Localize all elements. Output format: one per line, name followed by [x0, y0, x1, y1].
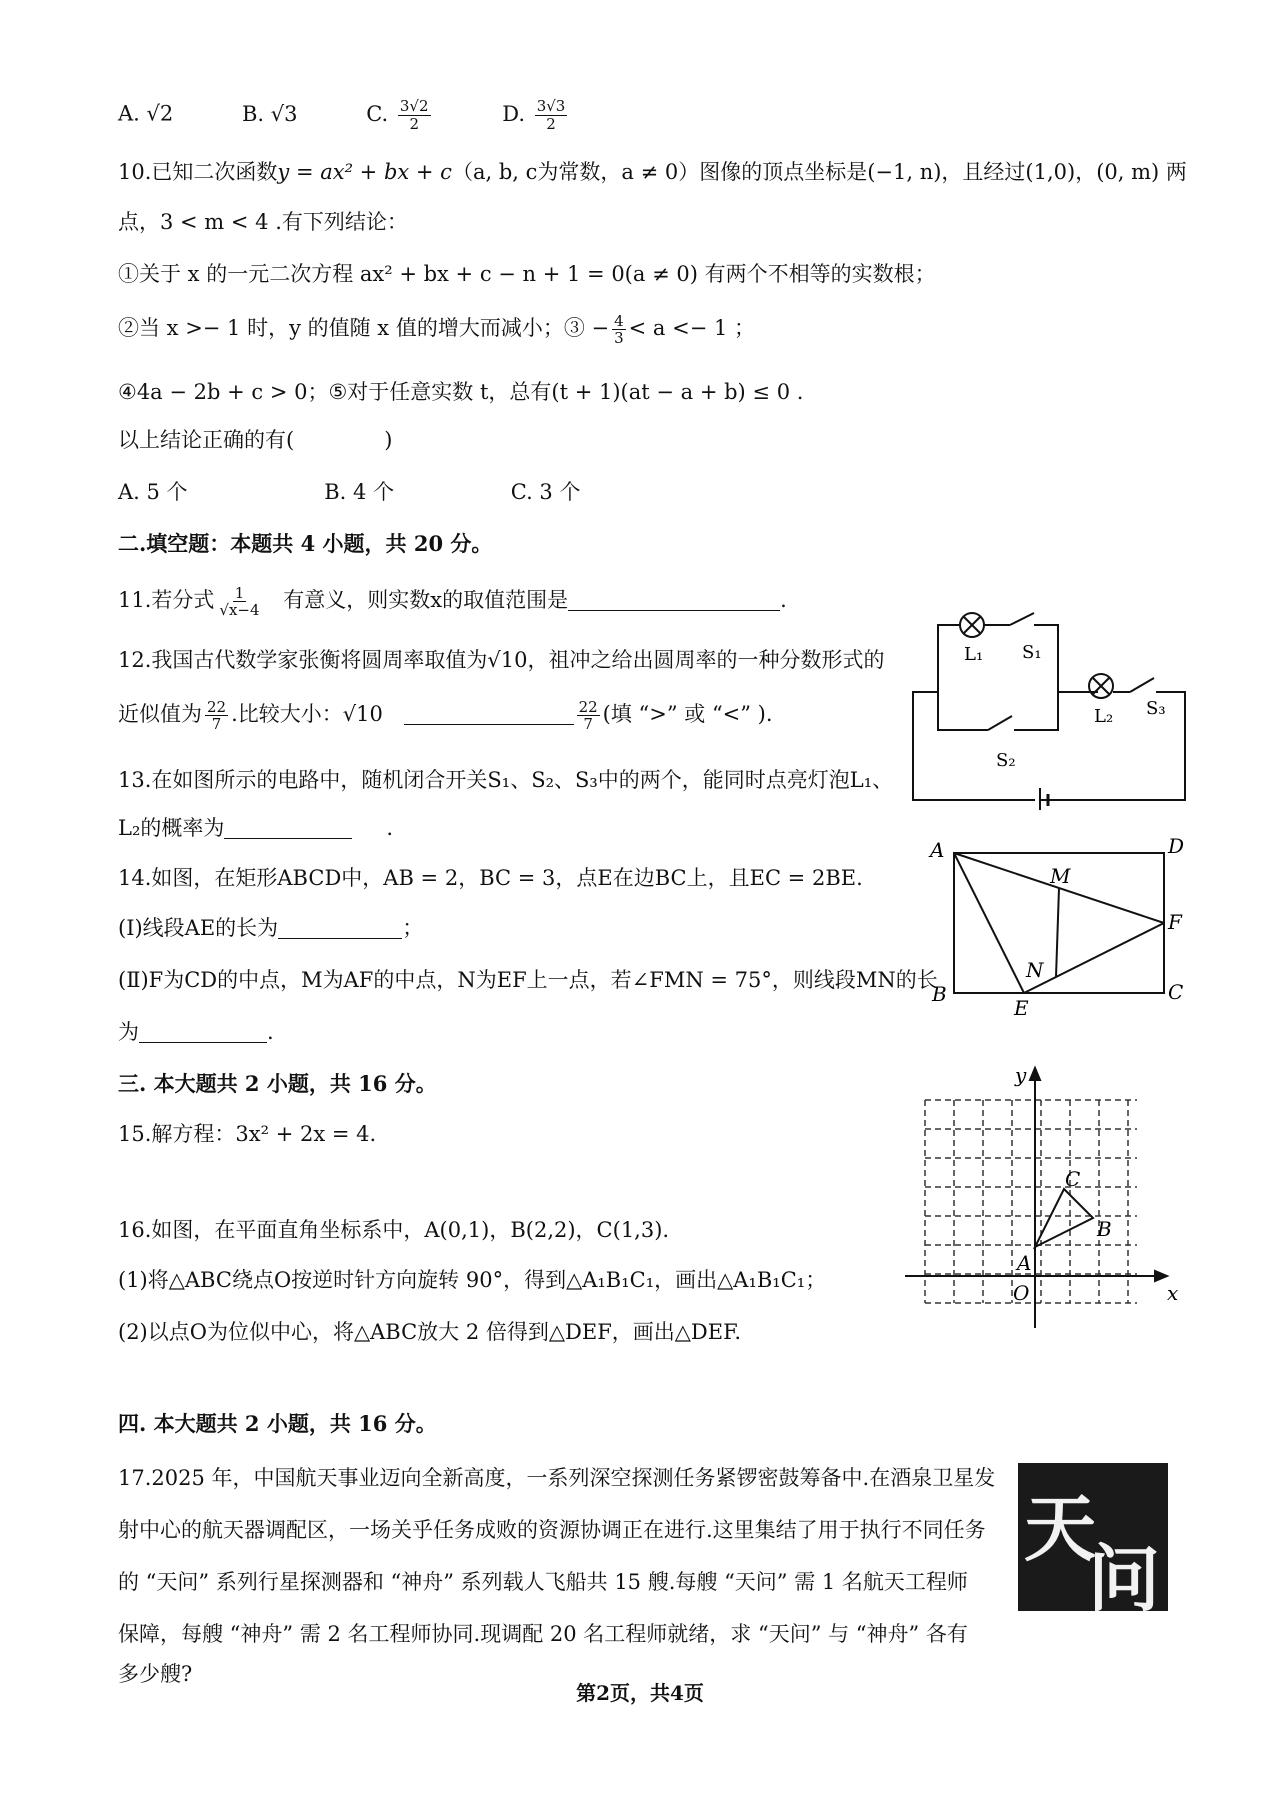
grid-label-C: C: [1065, 1167, 1081, 1191]
q17-line5: 多少艘?: [118, 1662, 193, 1686]
grid-label-x: x: [1167, 1281, 1179, 1305]
grid-label-O: O: [1013, 1281, 1030, 1305]
q10-conclusion-1: ①关于 x 的一元二次方程 ax² + bx + c − n + 1 = 0(a ≠ 0) 有两个不相等的实数根；: [118, 262, 936, 286]
q10-line2: 点，3 < m < 4 .有下列结论：: [118, 210, 408, 234]
q17-line2: 射中心的航天器调配区，一场关乎任务成败的资源协调正在进行.这里集结了用于执行不同任务: [118, 1518, 986, 1542]
tianwen-logo-image: 天 问: [1018, 1463, 1168, 1611]
q17-line1: 17.2025 年，中国航天事业迈向全新高度，一系列深空探测任务紧锣密鼓筹备中.在酒泉卫星发: [118, 1466, 996, 1490]
label-S3: S₃: [1146, 698, 1166, 719]
rect-label-D: D: [1168, 835, 1184, 858]
rect-label-B: B: [932, 982, 947, 1006]
q15: 15.解方程：3x² + 2x = 4.: [118, 1122, 377, 1146]
grid-label-y: y: [1015, 1063, 1027, 1087]
label-L1: L₁: [964, 644, 984, 665]
rect-label-E: E: [1014, 996, 1029, 1017]
label-S2: S₂: [996, 750, 1016, 771]
q14-line1: 14.如图，在矩形ABCD中，AB = 2，BC = 3，点E在边BC上，且EC = 2BE.: [118, 866, 863, 890]
q16-line2: (1)将△ABC绕点O按逆时针方向旋转 90°，得到△A₁B₁C₁，画出△A₁B₁C₁；: [118, 1268, 827, 1292]
q16-line1: 16.如图，在平面直角坐标系中，A(0,1)，B(2,2)，C(1,3).: [118, 1218, 670, 1242]
rect-label-F: F: [1168, 910, 1182, 934]
q10-option-a: A. 5 个: [118, 480, 188, 504]
rect-label-A: A: [930, 838, 945, 862]
q12-line2: 近似值为 $\frac{22}{7}$ .比较大小：√10 $\frac{22}{7}$ (填 “>” 或 “<” ).: [118, 697, 773, 733]
grid-label-A: A: [1017, 1251, 1032, 1275]
rectangle-diagram: [922, 835, 1184, 1017]
rect-label-M: M: [1050, 864, 1071, 888]
page-footer: 第2页，共4页: [576, 1681, 704, 1705]
q10-option-b: B. 4 个: [324, 480, 395, 504]
rect-label-C: C: [1168, 980, 1184, 1004]
q10-conclusion-4-5: ④4a − 2b + c > 0；⑤对于任意实数 t，总有(t + 1)(at − a + b) ≤ 0 .: [118, 380, 804, 404]
q9-option-a: A. √2: [118, 101, 174, 126]
label-S1: S₁: [1022, 642, 1042, 663]
q16-line3: (2)以点O为位似中心，将△ABC放大 2 倍得到△DEF，画出△DEF.: [118, 1320, 742, 1344]
q14-line4: 为 .: [118, 1020, 274, 1044]
q12-answer-blank[interactable]: [404, 702, 574, 725]
q10-ask: 以上结论正确的有( ): [118, 428, 393, 452]
q11-answer-blank[interactable]: [568, 588, 780, 611]
q10-conclusion-2-3: ②当 x >− 1 时，y 的值随 x 值的增大而减小；③ − $\frac{4}{3}$ < a <− 1 ；: [118, 311, 756, 347]
label-L2: L₂: [1094, 706, 1114, 727]
q9-option-b: B. √3: [241, 101, 298, 126]
q9-option-d: D. $\frac{3√3}{2}$: [502, 97, 566, 133]
section-4-heading: 四. 本大题共 2 小题，共 16 分。: [118, 1411, 437, 1436]
q17-line3: 的 “天问” 系列行星探测器和 “神舟” 系列载人飞船共 15 艘.每艘 “天问” 需 1 名航天工程师: [118, 1570, 968, 1594]
grid-label-B: B: [1097, 1217, 1112, 1241]
q12-line1: 12.我国古代数学家张衡将圆周率取值为√10，祖冲之给出圆周率的一种分数形式的: [118, 648, 885, 672]
q17-line4: 保障，每艘 “神舟” 需 2 名工程师协同.现调配 20 名工程师就绪，求 “天问” 与 “神舟” 各有: [118, 1622, 968, 1646]
q14-line3: (Ⅱ)F为CD的中点，M为AF的中点，N为EF上一点，若∠FMN = 75°，则线段MN的长: [118, 968, 938, 992]
q9-options: [118, 98, 570, 132]
q13-line1: 13.在如图所示的电路中，随机闭合开关S₁、S₂、S₃中的两个，能同时点亮灯泡L₁、: [118, 768, 894, 792]
q10-options: [118, 476, 580, 506]
q10-option-c: C. 3 个: [510, 480, 581, 504]
section-2-heading: 二.填空题：本题共 4 小题，共 20 分。: [118, 531, 493, 556]
q13-answer-blank[interactable]: [224, 816, 352, 839]
coordinate-grid-diagram: [905, 1060, 1185, 1335]
q9-option-c: C. $\frac{3√2}{2}$: [366, 97, 429, 133]
q13-line2: L₂的概率为 .: [118, 816, 394, 840]
q11: 11.若分式 $\frac{1}{√x-4}$ 有意义，则实数x的取值范围是 .: [118, 583, 787, 619]
rect-label-N: N: [1026, 958, 1044, 982]
q14-part2-blank[interactable]: [139, 1020, 267, 1043]
q10-line1: 10.已知二次函数y = ax² + bx + c（a, b, c为常数，a ≠ 0）图像的顶点坐标是(−1, n)，且经过(1,0)，(0, m) 两: [118, 160, 1187, 184]
section-3-heading: 三. 本大题共 2 小题，共 16 分。: [118, 1071, 437, 1096]
q14-part1-blank[interactable]: [278, 916, 402, 939]
q14-line2: (Ⅰ)线段AE的长为 ；: [118, 916, 424, 940]
circuit-diagram: [910, 610, 1190, 810]
